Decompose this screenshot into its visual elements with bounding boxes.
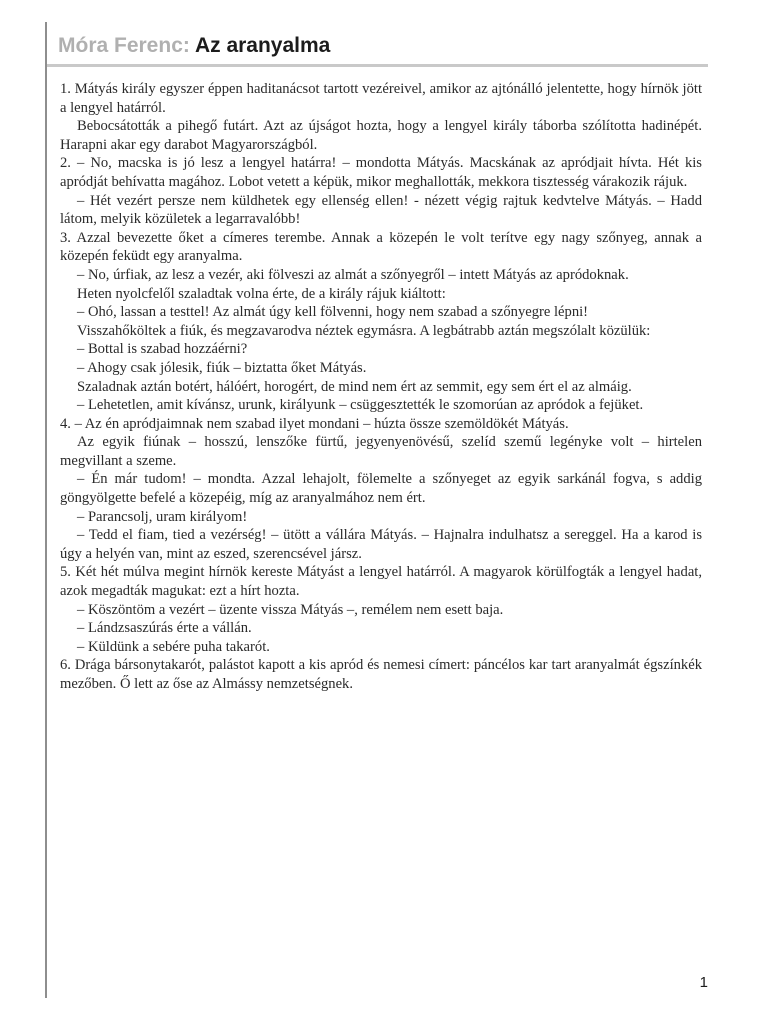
page-number: 1 (699, 974, 708, 991)
paragraph: – Bottal is szabad hozzáérni? (77, 341, 248, 358)
paragraph: Az egyik fiúnak – hosszú, lenszőke fürtű, jegyenyenövésű, szelíd szemű legényke volt – hirtelen megvillant a szeme. (60, 434, 702, 469)
paragraph: 4. – Az én apródjaimnak nem szabad ilyet mondani – húzta össze szemöldökét Mátyás. (60, 415, 569, 432)
paragraph: – Hét vezért persze nem küldhetek egy ellenség ellen! - nézett végig rajtuk kedvtelve Mátyás. – Hadd látom, melyik közületek a legarravalóbb! (60, 192, 702, 228)
paragraph: 3. Azzal bevezette őket a címeres terembe. Annak a közepén le volt terítve egy nagy szőnyeg, annak a közepén feküdt egy aranyalma. (60, 229, 702, 265)
page-header (58, 30, 708, 62)
paragraph: – Ohó, lassan a testtel! Az almát úgy kell fölvenni, hogy nem szabad a szőnyegre lépni! (77, 304, 589, 321)
paragraph: 5. Két hét múlva megint hírnök kereste Mátyást a lengyel határról. A magyarok körülfogták a lengyel hadat, azok megadták magukat: ezt a hírt hozta. (60, 564, 702, 600)
paragraph: – Lehetetlen, amit kívánsz, urunk, királyunk – csüggesztették le szomorúan az apródok a fejüket. (77, 397, 644, 414)
paragraph: – No, úrfiak, az lesz a vezér, aki fölveszi az almát a szőnyegről – intett Mátyás az apródoknak. (77, 266, 629, 283)
left-margin-rule (45, 22, 47, 998)
paragraph: Bebocsátották a pihegő futárt. Azt az újságot hozta, hogy a lengyel király táborba szólította hadinépét. Harapni akar egy darabot Magyarországból. (60, 118, 702, 153)
paragraph: 2. – No, macska is jó lesz a lengyel határra! – mondotta Mátyás. Macskának az apródjait hívta. Hét kis apródját behívatta magához. Lobot vetett a képük, mikor meghallották, mekkora tisztesség várakozik rájuk. (60, 155, 702, 190)
paragraph: – Tedd el fiam, tied a vezérség! – ütött a vállára Mátyás. – Hajnalra indulhatsz a sereggel. Ha a karod is úgy a helyén van, mint az eszed, szerencsével jársz. (60, 527, 702, 562)
paragraph: – Én már tudom! – mondta. Azzal lehajolt, fölemelte a szőnyeget az egyik sarkánál fogva, s addig göngyölgette befelé a közepéig, míg az aranyalmához nem ért. (60, 471, 702, 507)
author-name: Móra Ferenc: (58, 34, 190, 57)
paragraph: Visszahőköltek a fiúk, és megzavarodva néztek egymásra. A legbátrabb aztán megszólalt közülük: (77, 322, 651, 339)
paragraph: – Lándzsaszúrás érte a vállán. (77, 620, 252, 637)
paragraph: – Küldünk a sebére puha takarót. (77, 638, 270, 655)
story-body (60, 80, 702, 694)
header-divider (47, 64, 708, 67)
paragraph: 6. Drága bársonytakarót, palástot kapott a kis apród és nemesi címert: páncélos kar tart aranyalmát égszínkék mezőben. Ő lett az őse az Almássy nemzetségnek. (60, 657, 702, 692)
paragraph: Heten nyolcfelől szaladtak volna érte, de a király rájuk kiáltott: (77, 285, 446, 302)
paragraph: – Ahogy csak jólesik, fiúk – biztatta őket Mátyás. (77, 359, 367, 376)
paragraph: – Köszöntöm a vezért – üzente vissza Mátyás –, remélem nem esett baja. (77, 601, 504, 618)
paragraph: – Parancsolj, uram királyom! (77, 508, 248, 525)
story-title: Az aranyalma (194, 34, 331, 57)
paragraph: 1. Mátyás király egyszer éppen haditanácsot tartott vezéreivel, amikor az ajtónálló jelentette, hogy hírnök jött a lengyel határról. (60, 81, 702, 116)
paragraph: Szaladnak aztán botért, hálóért, horogért, de mind nem ért az semmit, egy sem ért el az almáig. (77, 378, 632, 395)
